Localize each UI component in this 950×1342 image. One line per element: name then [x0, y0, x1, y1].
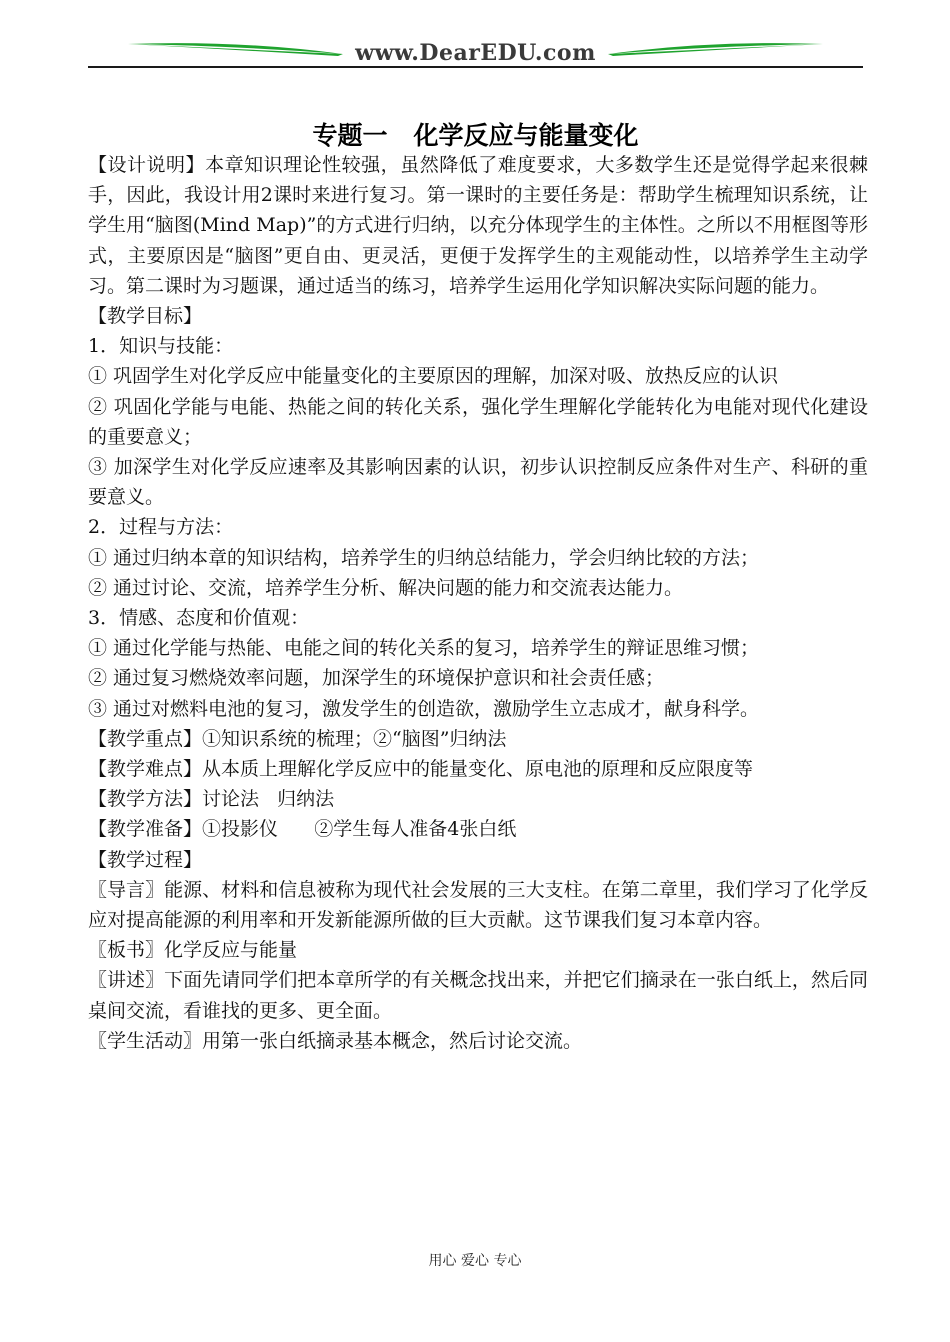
objective-item: ③ 加深学生对化学反应速率及其影响因素的认识，初步认识控制反应条件对生产、科研的重要意义。 [88, 456, 868, 509]
section-heading-process: 【教学过程】 [88, 848, 203, 871]
introduction-paragraph: 〖导言〗能源、材料和信息被称为现代社会发展的三大支柱。在第二章里，我们学习了化学反应对提高能源的利用率和开发新能源所做的巨大贡献。这节课我们复习本章内容。 [88, 878, 868, 932]
key-points-line: 【教学重点】①知识系统的梳理；②“脑图”归纳法 [88, 727, 507, 750]
page-header [88, 30, 863, 70]
objective-item: ① 巩固学生对化学反应中能量变化的主要原因的理解，加深对吸、放热反应的认识 [88, 365, 779, 388]
board-writing-line: 〖板书〗化学反应与能量 [88, 939, 298, 962]
difficult-points-line: 【教学难点】从本质上理解化学反应中的能量变化、原电池的原理和反应限度等 [88, 758, 754, 781]
site-logo[interactable]: www.DearEDU.com [355, 40, 596, 66]
document-title: 专题一 化学反应与能量变化 [312, 121, 639, 150]
teaching-methods-line: 【教学方法】讨论法 归纳法 [88, 788, 335, 811]
document-body [88, 150, 868, 1056]
objective-heading: 1．知识与技能： [88, 335, 234, 358]
student-activity-line: 〖学生活动〗用第一张白纸摘录基本概念，然后讨论交流。 [88, 1029, 583, 1052]
objective-item: ② 巩固化学能与电能、热能之间的转化关系，强化学生理解化学能转化为电能对现代化建设的重要意义； [88, 395, 868, 448]
section-heading-objectives: 【教学目标】 [88, 305, 203, 328]
narration-paragraph: 〖讲述〗下面先请同学们把本章所学的有关概念找出来，并把它们摘录在一张白纸上，然后同桌间交流，看谁找的更多、更全面。 [88, 969, 868, 1022]
objective-item: ③ 通过对燃料电池的复习，激发学生的创造欲，激励学生立志成才，献身科学。 [88, 697, 760, 720]
objective-item: ① 通过化学能与热能、电能之间的转化关系的复习，培养学生的辩证思维习惯； [88, 637, 760, 660]
objective-item: ① 通过归纳本章的知识结构，培养学生的归纳总结能力，学会归纳比较的方法； [88, 546, 760, 569]
teaching-prep-line: 【教学准备】①投影仪 ②学生每人准备4张白纸 [88, 818, 517, 841]
page-footer: 用心 爱心 专心 [428, 1253, 522, 1269]
header-divider [88, 66, 863, 68]
design-note-paragraph: 【设计说明】本章知识理论性较强，虽然降低了难度要求，大多数学生还是觉得学起来很棘手，因此，我设计用2课时来进行复习。第一课时的主要任务是：帮助学生梳理知识系统，让学生用“脑图(Mind Map)”的方式进行归纳，以充分体现学生的主体性。之所以不用框图等形式，主要原因是“脑图”更自由、更灵活，更便于发挥学生的主观能动性，以培养学生主动学习。第二课时为习题课，通过适当的练习，培养学生运用化学知识解决实际问题的能力。 [88, 154, 868, 297]
objective-item: ② 通过讨论、交流，培养学生分析、解决问题的能力和交流表达能力。 [88, 576, 684, 599]
objective-item: ② 通过复习燃烧效率问题，加深学生的环境保护意识和社会责任感； [88, 667, 665, 690]
objective-heading: 3．情感、态度和价值观： [88, 607, 310, 630]
objective-heading: 2．过程与方法： [88, 516, 234, 539]
